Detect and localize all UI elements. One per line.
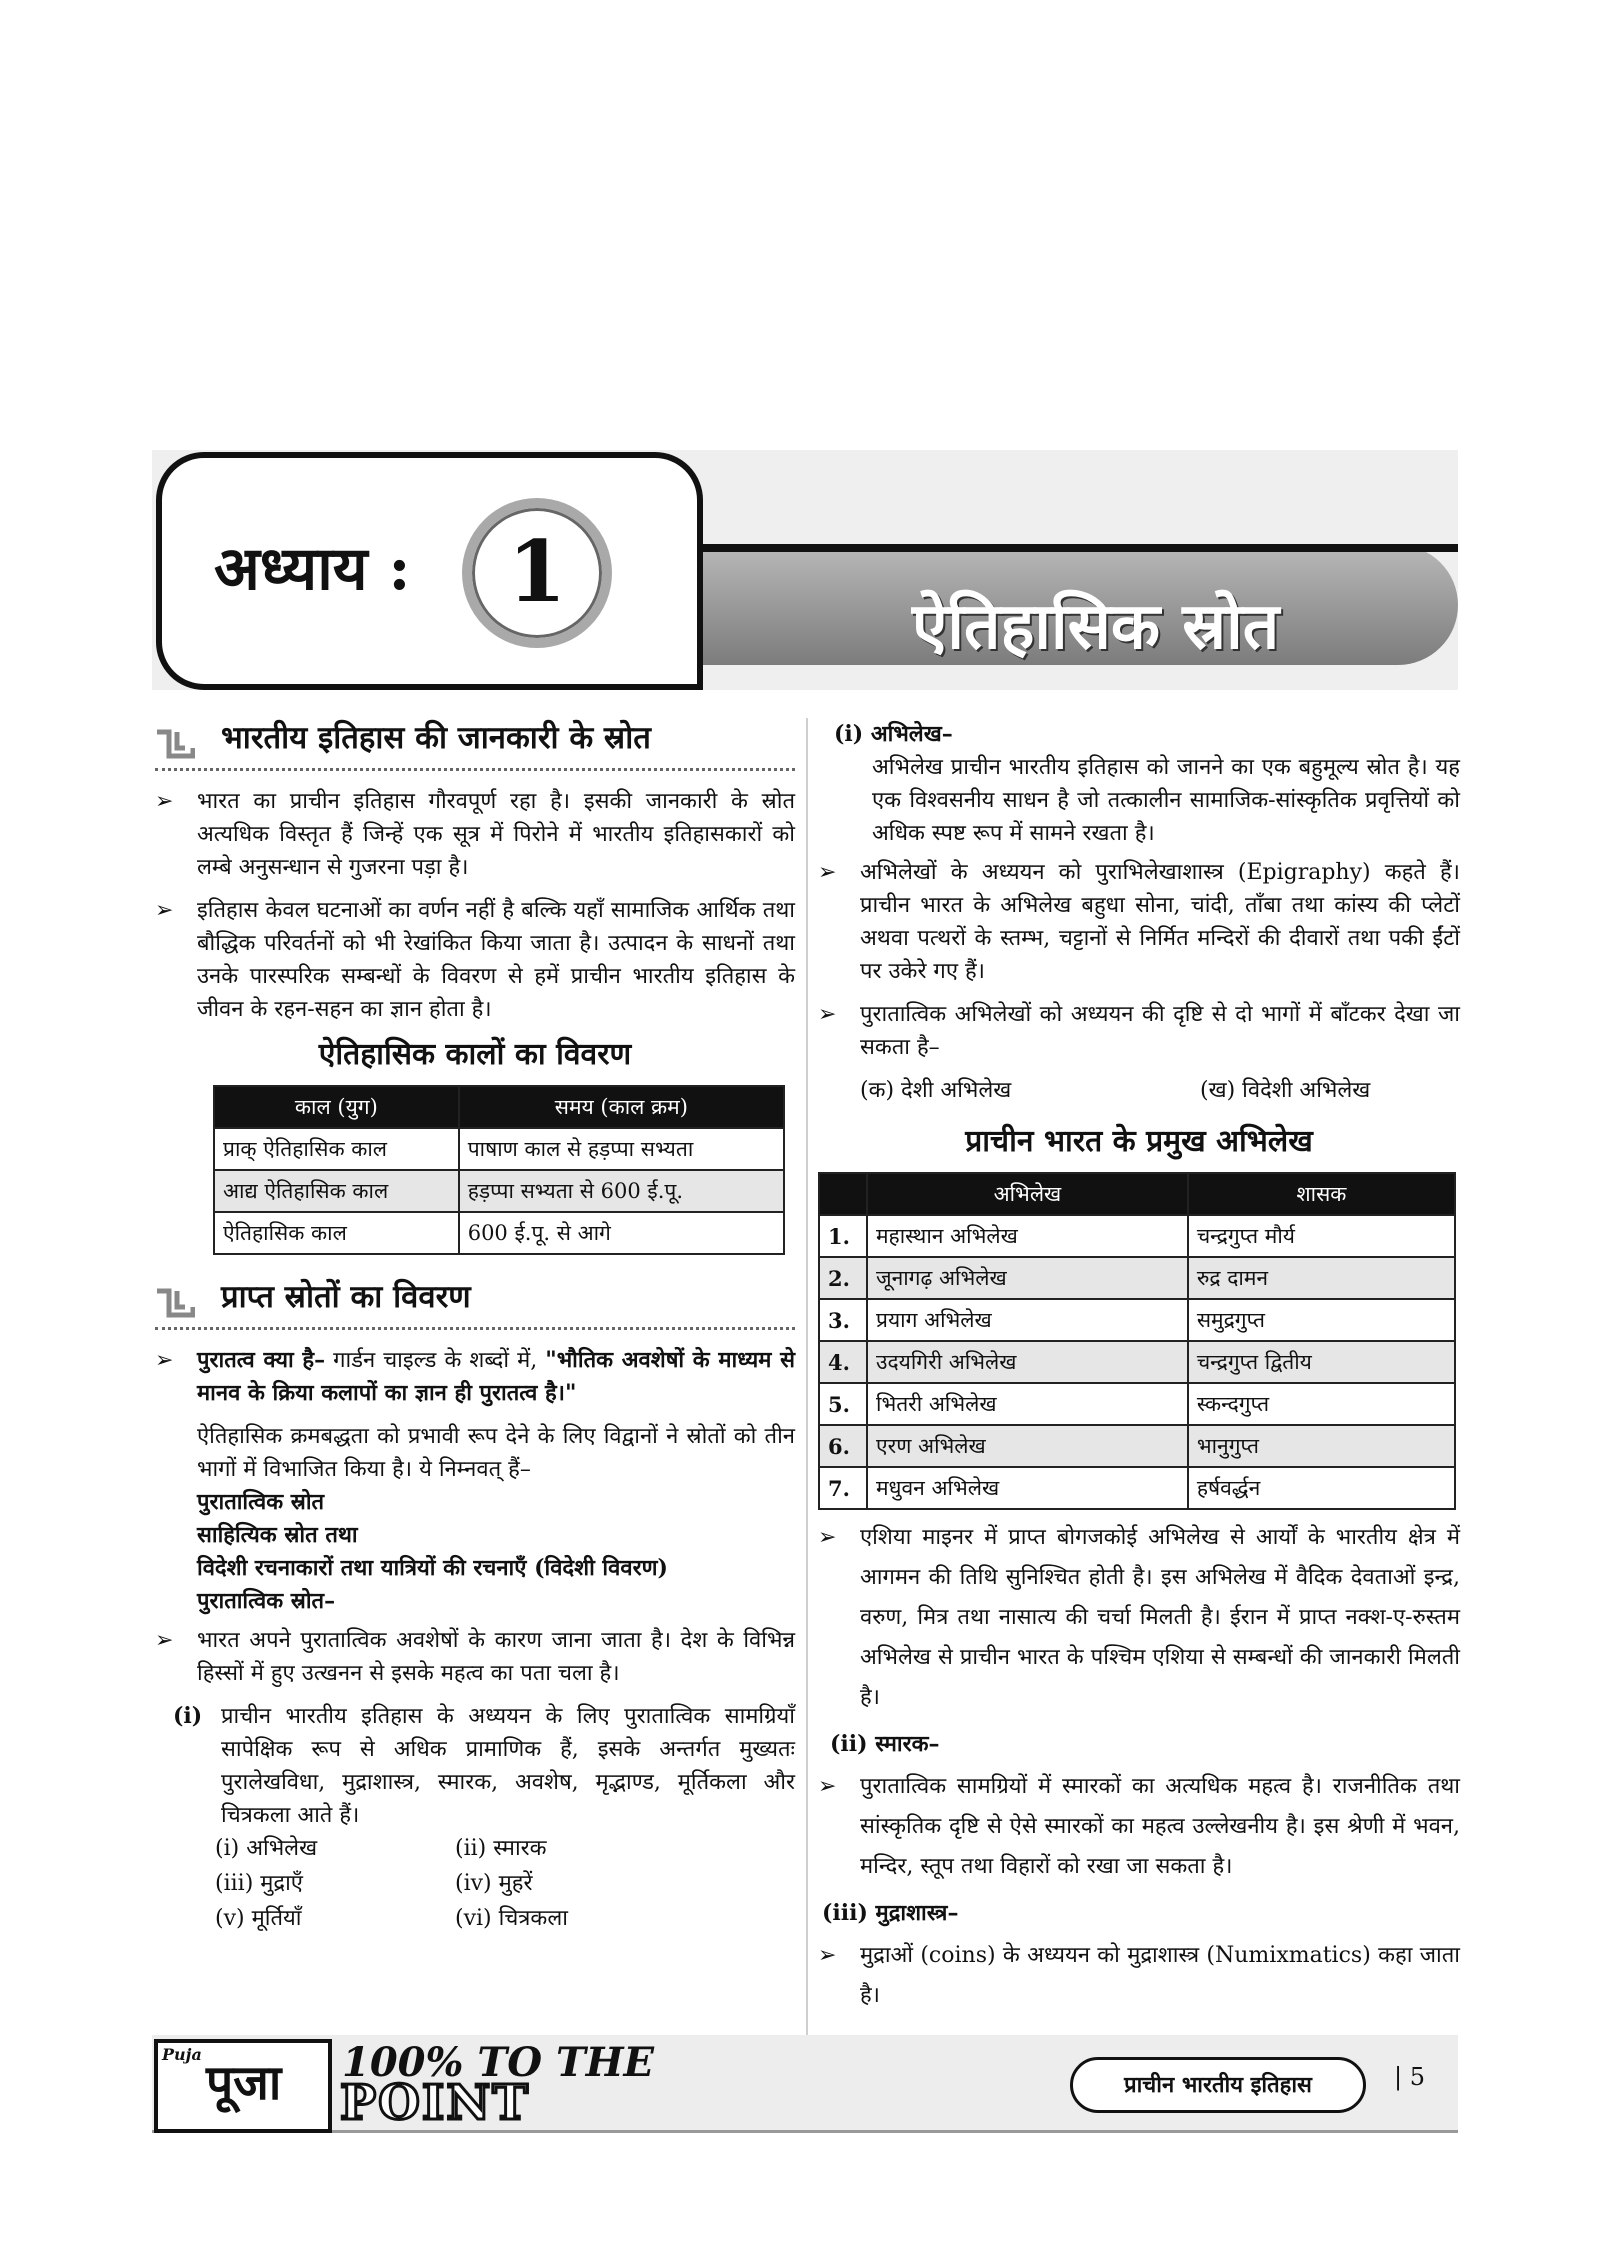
bullet-point — [818, 1936, 1460, 2016]
bullet-point — [818, 856, 1460, 988]
section-bracket-icon — [155, 1287, 195, 1319]
source-list — [215, 1832, 795, 1935]
row-number: 7. — [819, 1467, 867, 1509]
table-cell: स्कन्दगुप्त — [1188, 1383, 1455, 1425]
table-cell: चन्द्रगुप्त मौर्य — [1188, 1215, 1455, 1257]
table-header: अभिलेख — [867, 1173, 1188, 1215]
page-footer — [152, 2035, 1458, 2133]
publisher-logo — [154, 2039, 332, 2133]
table-cell: भितरी अभिलेख — [867, 1383, 1188, 1425]
subheading: (iii) मुद्राशास्त्र– — [822, 1900, 959, 1926]
table-cell: एरण अभिलेख — [867, 1425, 1188, 1467]
source-type: साहित्यिक स्रोत तथा — [197, 1522, 358, 1548]
table-row — [819, 1467, 1455, 1509]
bullet-text: अभिलेखों के अध्ययन को पुराभिलेखाशास्त्र (Epigraphy) कहते हैं। प्राचीन भारत के अभिलेख बहुधा सोना, चांदी, ताँबा तथा कांस्य की प्लेटों अथवा पत्थरों के स्तम्भ, चट्टानों से निर्मित मन्दिरों की दीवारों तथा पकी ईंटों पर उकेरे गए हैं। — [860, 860, 1460, 984]
table-row — [819, 1383, 1455, 1425]
definition-quote: "भौतिक अवशेषों के माध्यम से मानव के क्रिया कलापों का ज्ञान ही पुरातत्व है।" — [197, 1347, 795, 1406]
chapter-title: ऐतिहासिक स्रोत — [912, 589, 1280, 664]
inscriptions-table — [818, 1172, 1456, 1510]
paragraph: ऐतिहासिक क्रमबद्धता को प्रभावी रूप देने के लिए विद्वानों ने स्रोतों को तीन भागों में विभाजित किया है। ये निम्नवत् हैं– — [197, 1424, 795, 1482]
table-cell: हड़प्पा सभ्यता से 600 ई.पू. — [459, 1170, 784, 1212]
bullet-text: भारत का प्राचीन इतिहास गौरवपूर्ण रहा है। इसकी जानकारी के स्रोत अत्यधिक विस्तृत हैं जिन्हें एक सूत्र में पिरोने में भारतीय इतिहासकारों को लम्बे अनुसन्धान से गुजरना पड़ा है। — [197, 789, 795, 880]
list-item: (i) अभिलेख — [215, 1836, 318, 1861]
list-item: (iv) मुहरें — [455, 1871, 533, 1896]
paragraph: अभिलेख प्राचीन भारतीय इतिहास को जानने का एक बहुमूल्य स्रोत है। यह एक विश्वसनीय साधन है जो तत्कालीन सामाजिक-सांस्कृतिक प्रवृत्तियों को अधिक स्पष्ट रूप में सामने रखता है। — [872, 755, 1460, 846]
subheading: (ii) स्मारक– — [830, 1731, 940, 1757]
arrow-bullet-icon: ➢ — [155, 789, 174, 814]
subheading: (i) अभिलेख– — [834, 721, 953, 747]
bullet-point — [155, 1344, 795, 1410]
two-parts — [860, 1074, 1460, 1107]
bullet-text: एशिया माइनर में प्राप्त बोगजकोई अभिलेख से आर्यों के भारतीय क्षेत्र में आगमन की तिथि सुनिश्चित होती है। इस अभिलेख में वैदिक देवताओं इन्द्र, वरुण, मित्र तथा नासात्य की चर्चा मिलती है। ईरान में प्राप्त नक्श-ए-रुस्तम अभिलेख से प्राचीन भारत के पश्चिम एशिया से सम्बन्धों की जानकारी मिलती है। — [860, 1525, 1460, 1710]
source-type: विदेशी रचनाकारों तथा यात्रियों की रचनाएँ (विदेशी विवरण) — [197, 1555, 668, 1581]
bullet-lead: पुरातत्व क्या है– — [197, 1347, 326, 1373]
table-header: काल (युग) — [214, 1086, 459, 1128]
table-cell: चन्द्रगुप्त द्वितीय — [1188, 1341, 1455, 1383]
tagline-top: 100% TO THE — [342, 2039, 655, 2086]
chapter-label: अध्याय : — [214, 534, 411, 604]
item-number: (i) — [173, 1703, 203, 1729]
bullet-point — [818, 998, 1460, 1064]
arrow-bullet-icon: ➢ — [818, 1943, 837, 1968]
bullet-text: गार्डन चाइल्ड के शब्दों में, — [325, 1348, 546, 1373]
table-cell: उदयगिरी अभिलेख — [867, 1341, 1188, 1383]
list-item: (ख) विदेशी अभिलेख — [1200, 1078, 1371, 1103]
chapter-header — [152, 450, 1458, 690]
right-column — [818, 718, 1460, 2026]
chapter-number-badge — [462, 498, 612, 648]
table-cell: 600 ई.पू. से आगे — [459, 1212, 784, 1254]
table-cell: समुद्रगुप्त — [1188, 1299, 1455, 1341]
row-number: 2. — [819, 1257, 867, 1299]
logo-main-text: पूजा — [206, 2055, 282, 2111]
list-item: (iii) मुद्राएँ — [215, 1871, 303, 1896]
bullet-point — [155, 785, 795, 884]
bullet-point — [818, 1767, 1460, 1887]
table-cell: भानुगुप्त — [1188, 1425, 1455, 1467]
list-item: (vi) चित्रकला — [455, 1906, 568, 1931]
bullet-point — [155, 1624, 795, 1690]
row-number: 5. — [819, 1383, 867, 1425]
table-cell: आद्य ऐतिहासिक काल — [214, 1170, 459, 1212]
tagline-bottom: POINT — [340, 2075, 530, 2131]
subheading: पुरातात्विक स्रोत– — [197, 1588, 336, 1614]
table-row — [214, 1128, 784, 1170]
numbered-item — [173, 1700, 795, 1832]
page-number: | 5 — [1394, 2063, 1425, 2091]
list-item: (क) देशी अभिलेख — [860, 1078, 1012, 1103]
table-row — [819, 1425, 1455, 1467]
bullet-text: मुद्राओं (coins) के अध्ययन को मुद्राशास्त्र (Numixmatics) कहा जाता है। — [860, 1943, 1460, 2008]
list-item: (ii) स्मारक — [455, 1836, 547, 1861]
bullet-text: भारत अपने पुरातात्विक अवशेषों के कारण जाना जाता है। देश के विभिन्न हिस्सों में हुए उत्खनन से इसके महत्व का पता चला है। — [197, 1628, 795, 1686]
table-cell: जूनागढ़ अभिलेख — [867, 1257, 1188, 1299]
periods-heading: ऐतिहासिक कालों का विवरण — [318, 1037, 632, 1072]
item-text: प्राचीन भारतीय इतिहास के अध्ययन के लिए पुरातात्विक सामग्रियाँ सापेक्षिक रूप से अधिक प्रामाणिक हैं, इसके अन्तर्गत मुख्यतः पुरालेखविधा, मुद्राशास्त्र, स्मारक, अवशेष, मृद्भाण्ड, मूर्तिकला और चित्रकला आते हैं। — [221, 1704, 795, 1828]
table-cell: प्राक् ऐतिहासिक काल — [214, 1128, 459, 1170]
bullet-text: पुरातात्विक अभिलेखों को अध्ययन की दृष्टि से दो भागों में बाँटकर देखा जा सकता है– — [860, 1002, 1460, 1060]
row-number: 6. — [819, 1425, 867, 1467]
table-header — [819, 1173, 867, 1215]
arrow-bullet-icon: ➢ — [155, 898, 174, 923]
section-heading — [155, 718, 795, 771]
bullet-point — [155, 894, 795, 1026]
periods-table — [213, 1085, 785, 1255]
table-header: समय (काल क्रम) — [459, 1086, 784, 1128]
table-cell: प्रयाग अभिलेख — [867, 1299, 1188, 1341]
table-row — [819, 1257, 1455, 1299]
row-number: 1. — [819, 1215, 867, 1257]
left-column — [155, 718, 795, 1935]
arrow-bullet-icon: ➢ — [818, 1525, 837, 1550]
arrow-bullet-icon: ➢ — [155, 1628, 174, 1653]
table-row — [819, 1299, 1455, 1341]
row-number: 3. — [819, 1299, 867, 1341]
section-bracket-icon — [155, 728, 195, 760]
table-cell: रुद्र दामन — [1188, 1257, 1455, 1299]
arrow-bullet-icon: ➢ — [818, 1002, 837, 1027]
source-type: पुरातात्विक स्रोत — [197, 1489, 325, 1515]
table-cell: हर्षवर्द्धन — [1188, 1467, 1455, 1509]
table-cell: महास्थान अभिलेख — [867, 1215, 1188, 1257]
table-cell: मधुवन अभिलेख — [867, 1467, 1188, 1509]
chapter-number: 1 — [507, 522, 567, 621]
table-row — [214, 1170, 784, 1212]
list-item: (v) मूर्तियाँ — [215, 1906, 302, 1931]
column-divider — [806, 718, 808, 2038]
table-row — [819, 1341, 1455, 1383]
arrow-bullet-icon: ➢ — [818, 860, 837, 885]
section-title: प्राप्त स्रोतों का विवरण — [221, 1279, 471, 1315]
bullet-text: इतिहास केवल घटनाओं का वर्णन नहीं है बल्कि यहाँ सामाजिक आर्थिक तथा बौद्धिक परिवर्तनों को भी रेखांकित किया जाता है। उत्पादन के साधनों तथा उनके पारस्परिक सम्बन्धों के विवरण से हमें प्राचीन भारतीय इतिहास के जीवन के रहन-सहन का ज्ञान होता है। — [197, 898, 795, 1022]
table-cell: ऐतिहासिक काल — [214, 1212, 459, 1254]
table-cell: पाषाण काल से हड़प्पा सभ्यता — [459, 1128, 784, 1170]
bullet-point — [818, 1518, 1460, 1718]
subject-label: प्राचीन भारतीय इतिहास — [1070, 2057, 1366, 2113]
section-title: भारतीय इतिहास की जानकारी के स्रोत — [221, 720, 651, 756]
table-row — [819, 1215, 1455, 1257]
arrow-bullet-icon: ➢ — [155, 1348, 174, 1373]
inscriptions-heading: प्राचीन भारत के प्रमुख अभिलेख — [965, 1124, 1313, 1159]
arrow-bullet-icon: ➢ — [818, 1774, 837, 1799]
section-heading — [155, 1277, 795, 1330]
logo-small-text: Puja — [162, 2045, 202, 2064]
row-number: 4. — [819, 1341, 867, 1383]
table-header: शासक — [1188, 1173, 1455, 1215]
bullet-text: पुरातात्विक सामग्रियों में स्मारकों का अत्यधिक महत्व है। राजनीतिक तथा सांस्कृतिक दृष्टि से ऐसे स्मारकों का महत्व उल्लेखनीय है। इस श्रेणी में भवन, मन्दिर, स्तूप तथा विहारों को रखा जा सकता है। — [860, 1774, 1460, 1879]
table-row — [214, 1212, 784, 1254]
